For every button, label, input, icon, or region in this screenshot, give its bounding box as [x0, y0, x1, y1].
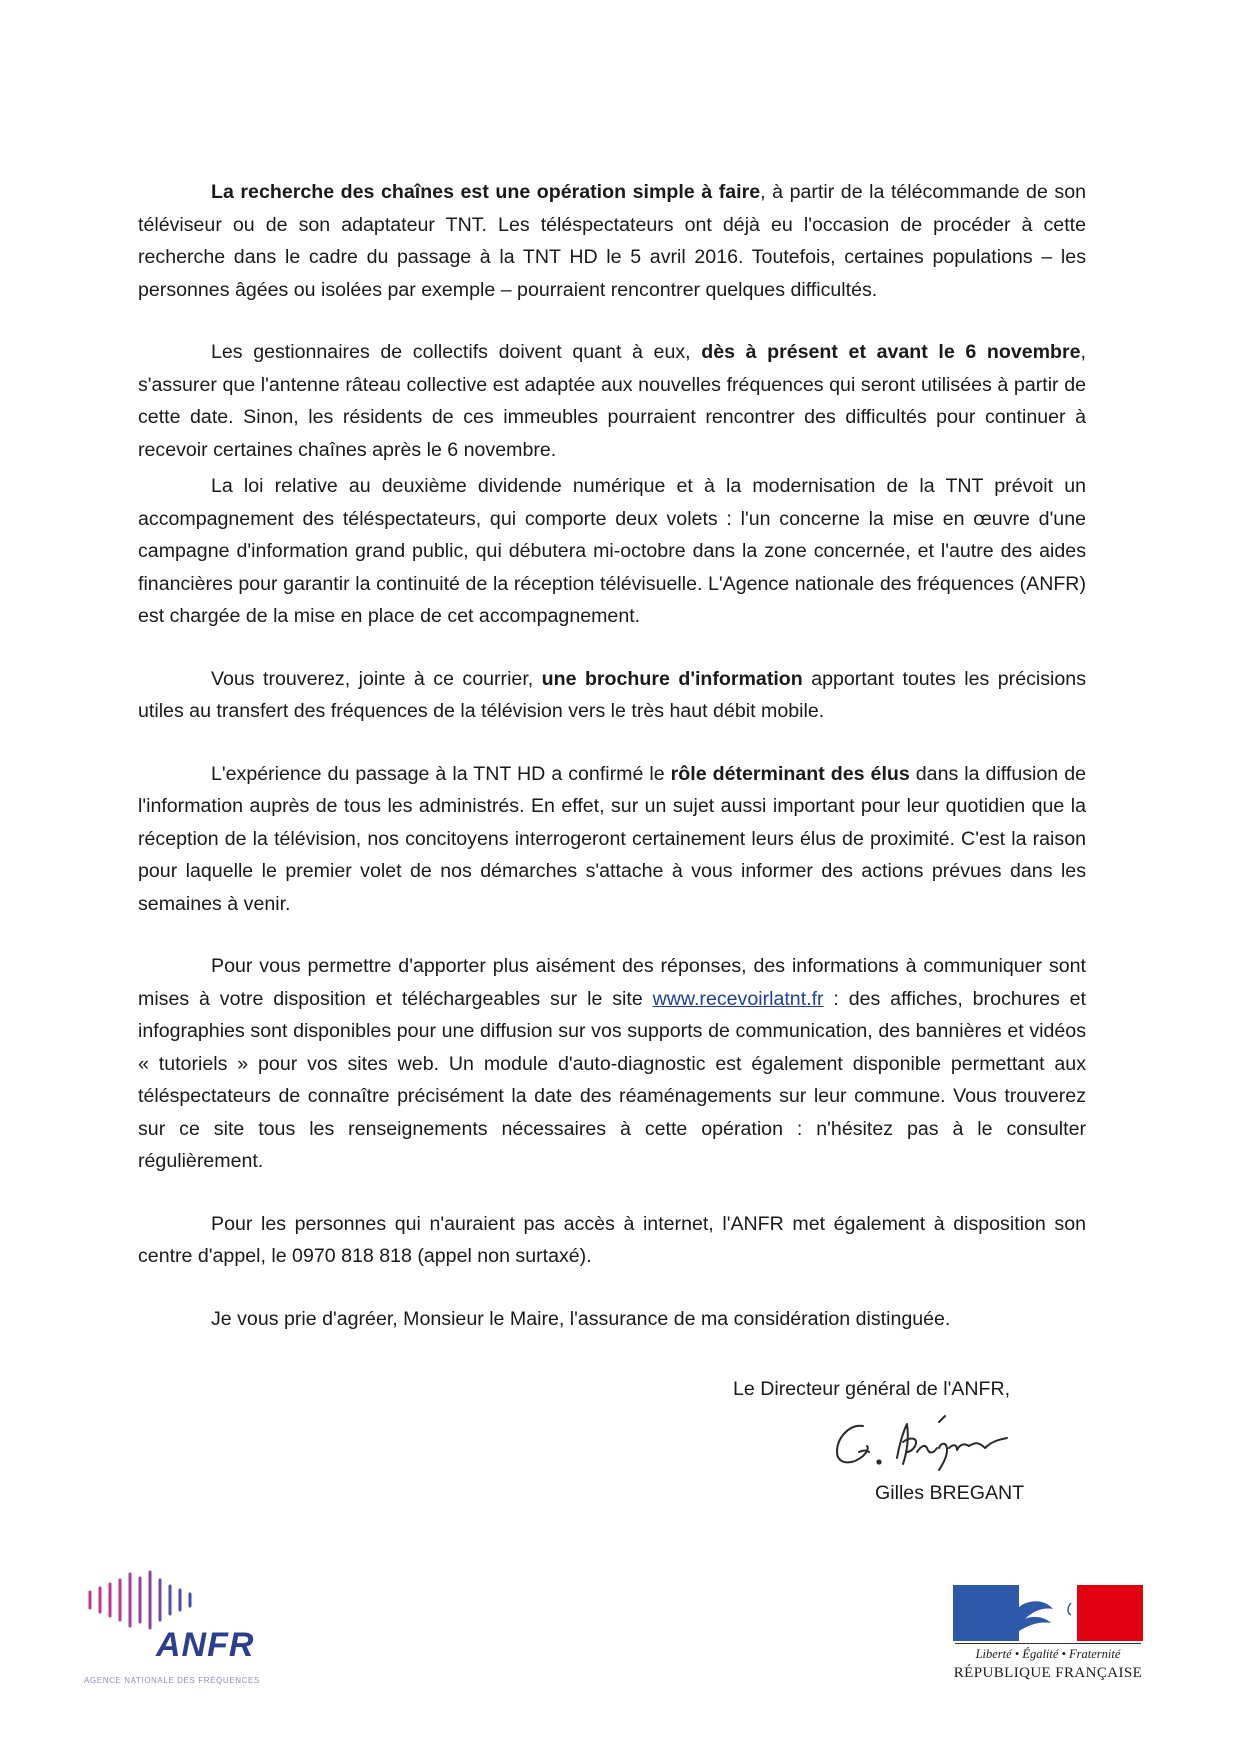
handwritten-signature	[829, 1412, 1039, 1476]
signatory-name: Gilles BREGANT	[875, 1482, 1025, 1504]
paragraph-6	[138, 950, 1086, 1178]
anfr-subtitle: AGENCE NATIONALE DES FRÉQUENCES	[84, 1676, 260, 1685]
republic-name: RÉPUBLIQUE FRANÇAISE	[953, 1665, 1143, 1681]
signatory-title: Le Directeur général de l'ANFR,	[733, 1378, 1011, 1400]
paragraph-1	[138, 176, 1086, 306]
emphasis-text: rôle déterminant des élus	[670, 762, 910, 785]
republic-motto: Liberté • Égalité • Fraternité	[975, 1647, 1121, 1661]
anfr-waveform-icon	[84, 1570, 284, 1630]
website-link[interactable]: www.recevoirlatnt.fr	[652, 987, 824, 1010]
signature-block	[733, 1374, 1093, 1508]
paragraph-text: , à partir de la télécommande de son téléviseur ou de son adaptateur TNT. Les téléspectateurs ont déjà eu l'occasion de procéder à cette recherche dans le cadre du passage à la TNT HD le 5 avril 2016. Toutefois, certaines populations – les personnes âgées ou isolées par exemple – pourraient rencontrer quelques difficultés.	[138, 181, 1086, 301]
marianne-flag-icon	[953, 1585, 1143, 1641]
paragraph-5	[138, 758, 1086, 921]
paragraph-3: La loi relative au deuxième dividende numérique et à la modernisation de la TNT prévoit un accompagnement des téléspectateurs, qui comporte deux volets : l'un concerne la mise en œuvre d'une campagne d'information grand public, qui débutera mi-octobre dans la zone concernée, et l'autre des aides financières pour garantir la continuité de la réception télévisuelle. L'Agence nationale des fréquences (ANFR) est chargée de la mise en place de cet accompagnement.	[138, 475, 1086, 627]
paragraph-text: Pour vous permettre d'apporter plus aisément des réponses, des informations à communiquer sont mises à votre disposition et téléchargeables sur le site	[138, 955, 1086, 1010]
paragraph-8: Je vous prie d'agréer, Monsieur le Maire, l'assurance de ma considération distinguée.	[211, 1307, 951, 1330]
letter-body	[138, 176, 1086, 1365]
republique-francaise-logo	[953, 1585, 1143, 1705]
emphasis-text: dès à présent et avant le 6 novembre	[701, 341, 1081, 363]
anfr-wordmark: ANFR	[156, 1626, 255, 1664]
paragraph-2	[138, 336, 1086, 466]
paragraph-text: : des affiches, brochures et infographies sont disponibles pour une diffusion sur vos supports de communication, des bannières et vidéos « tutoriels » pour vos sites web. Un module d'auto-diagnostic est également disponible permettant aux téléspectateurs de connaître précisément la date des réaménagements sur leur commune. Vous trouverez sur ce site tous les renseignements nécessaires à cette opération : n'hésitez pas à le consulter régulièrement.	[138, 987, 1086, 1172]
paragraph-text: , s'assurer que l'antenne râteau collective est adaptée aux nouvelles fréquences qui seront utilisées à partir de cette date. Sinon, les résidents de ces immeubles pourraient rencontrer des difficultés pour continuer à recevoir certaines chaînes après le 6 novembre.	[138, 341, 1086, 461]
paragraph-text: dans la diffusion de l'information auprès de tous les administrés. En effet, sur un sujet aussi important pour leur quotidien que la réception de la télévision, nos concitoyens interrogeront certainement leurs élus de proximité. C'est la raison pour laquelle le premier volet de nos démarches s'attache à vous informer des actions prévues dans les semaines à venir.	[138, 762, 1086, 915]
paragraph-4	[138, 663, 1086, 728]
emphasis-text: La recherche des chaînes est une opération simple à faire	[211, 181, 761, 203]
paragraph-text: apportant toutes les précisions utiles au transfert des fréquences de la télévision vers le très haut débit mobile.	[138, 667, 1086, 722]
emphasis-text: une brochure d'information	[541, 667, 803, 690]
paragraph-7: Pour les personnes qui n'auraient pas accès à internet, l'ANFR met également à disposition son centre d'appel, le 0970 818 818 (appel non surtaxé).	[138, 1212, 1086, 1267]
logo-divider	[955, 1643, 1141, 1644]
paragraph-text: Vous trouverez, jointe à ce courrier,	[211, 667, 542, 690]
paragraph-text: Les gestionnaires de collectifs doivent quant à eux,	[211, 341, 702, 363]
paragraph-text: L'expérience du passage à la TNT HD a confirmé le	[211, 762, 671, 785]
anfr-logo	[84, 1570, 294, 1700]
